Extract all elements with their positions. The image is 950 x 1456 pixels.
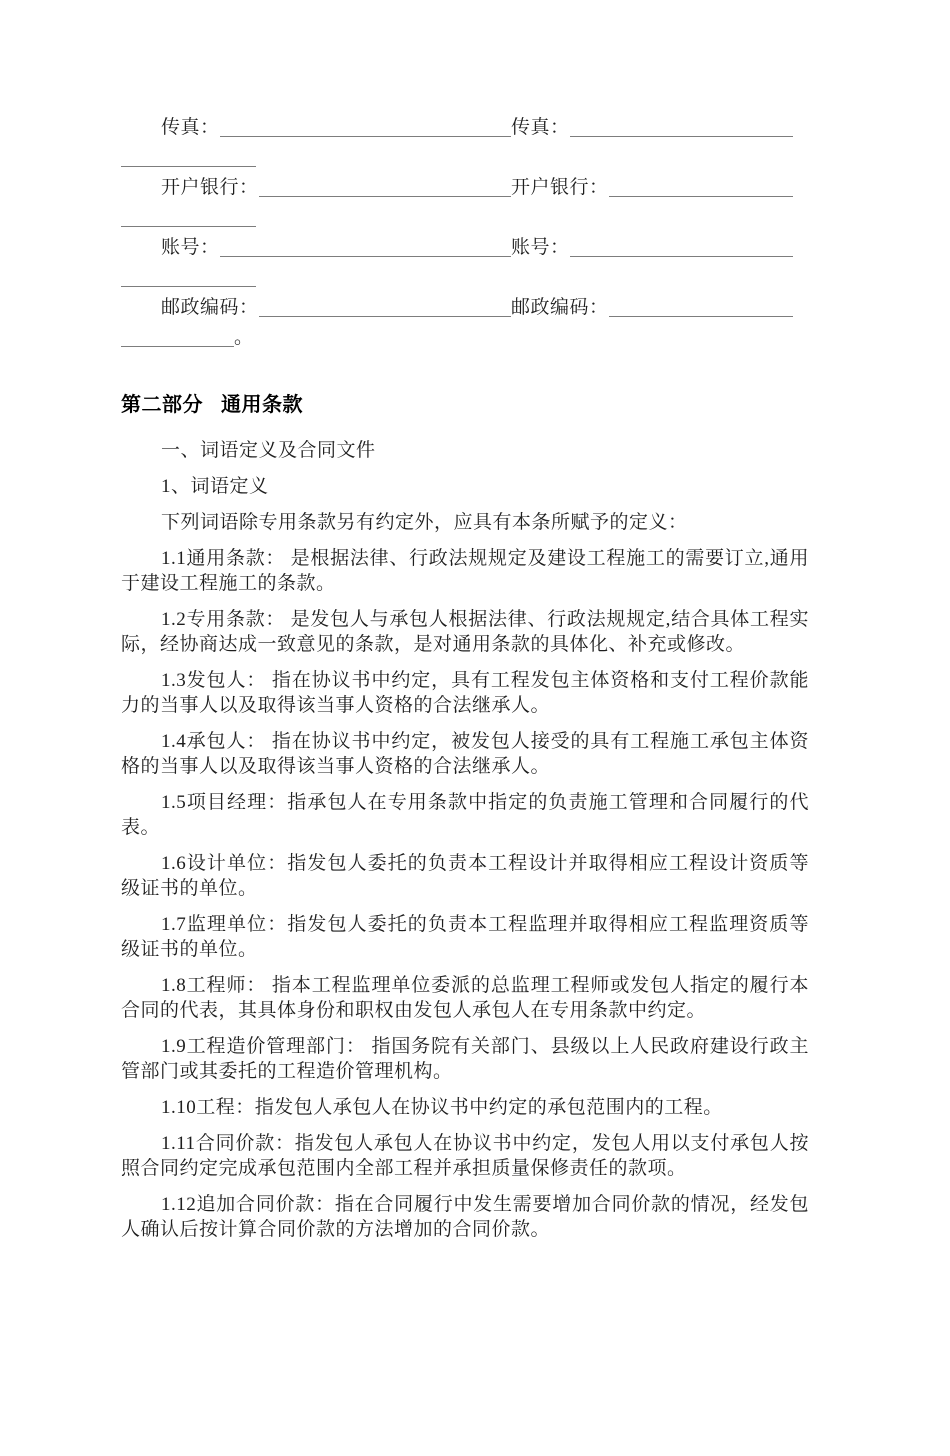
bank-field-row <box>121 172 793 232</box>
clause-1-1: 1.1通用条款： 是根据法律、行政法规规定及建设工程施工的需要订立,通用于建设工程施工的条款。 <box>121 548 809 594</box>
postcode-blank-overflow[interactable] <box>121 346 234 347</box>
account-label-left: 账号： <box>161 237 220 258</box>
fax-blank-right[interactable] <box>570 136 793 137</box>
account-blank-right[interactable] <box>570 256 793 257</box>
clause-1-4: 1.4承包人： 指在协议书中约定，被发包人接受的具有工程施工承包主体资格的当事人以及取得该当事人资格的合法继承人。 <box>121 731 809 777</box>
clause-1-9: 1.9工程造价管理部门： 指国务院有关部门、县级以上人民政府建设行政主管部门或其委托的工程造价管理机构。 <box>121 1036 809 1082</box>
account-field-row <box>121 232 793 292</box>
fax-blank-left[interactable] <box>220 136 511 137</box>
bank-blank-overflow[interactable] <box>121 226 256 227</box>
account-blank-overflow[interactable] <box>121 286 256 287</box>
clause-1-5: 1.5项目经理：指承包人在专用条款中指定的负责施工管理和合同履行的代表。 <box>121 792 809 838</box>
clause-1-2: 1.2专用条款： 是发包人与承包人根据法律、行政法规规定,结合具体工程实际，经协商达成一致意见的条款，是对通用条款的具体化、补充或修改。 <box>121 609 809 655</box>
subsection-heading-word-definitions: 1、词语定义 <box>161 476 269 497</box>
postcode-field-row <box>121 292 793 352</box>
definitions-intro: 下列词语除专用条款另有约定外，应具有本条所赋予的定义： <box>161 512 688 533</box>
fax-label-right: 传真： <box>511 117 570 138</box>
fax-field-row <box>121 112 793 172</box>
section-heading-words-and-documents: 一、词语定义及合同文件 <box>161 440 376 461</box>
fax-label-left: 传真： <box>161 117 220 138</box>
postcode-label-right: 邮政编码： <box>511 297 609 318</box>
bank-blank-left[interactable] <box>259 196 511 197</box>
fax-blank-overflow[interactable] <box>121 166 256 167</box>
part-label: 第二部分 <box>121 394 203 416</box>
contact-form-section <box>121 112 809 352</box>
clause-1-7: 1.7监理单位：指发包人委托的负责本工程监理并取得相应工程监理资质等级证书的单位。 <box>121 914 809 960</box>
postcode-blank-left[interactable] <box>259 316 511 317</box>
bank-label-left: 开户银行： <box>161 177 259 198</box>
clause-1-6: 1.6设计单位：指发包人委托的负责本工程设计并取得相应工程设计资质等级证书的单位。 <box>121 853 809 899</box>
clause-1-11: 1.11合同价款：指发包人承包人在协议书中约定，发包人用以支付承包人按照合同约定完成承包范围内全部工程并承担质量保修责任的款项。 <box>121 1133 809 1179</box>
part-two-heading <box>121 392 950 418</box>
bank-blank-right[interactable] <box>609 196 793 197</box>
clause-1-3: 1.3发包人： 指在协议书中约定，具有工程发包主体资格和支付工程价款能力的当事人以及取得该当事人资格的合法继承人。 <box>121 670 809 716</box>
contract-document-page <box>0 112 950 1456</box>
account-label-right: 账号： <box>511 237 570 258</box>
sentence-period: 。 <box>234 327 254 348</box>
clause-1-10: 1.10工程：指发包人承包人在协议书中约定的承包范围内的工程。 <box>161 1097 723 1118</box>
bank-label-right: 开户银行： <box>511 177 609 198</box>
clause-1-8: 1.8工程师： 指本工程监理单位委派的总监理工程师或发包人指定的履行本合同的代表，其具体身份和职权由发包人承包人在专用条款中约定。 <box>121 975 809 1021</box>
general-conditions-body <box>121 438 809 1242</box>
part-title: 通用条款 <box>221 394 303 416</box>
postcode-blank-right[interactable] <box>609 316 793 317</box>
clause-1-12: 1.12追加合同价款：指在合同履行中发生需要增加合同价款的情况，经发包人确认后按计算合同价款的方法增加的合同价款。 <box>121 1194 809 1240</box>
postcode-label-left: 邮政编码： <box>161 297 259 318</box>
account-blank-left[interactable] <box>220 256 511 257</box>
